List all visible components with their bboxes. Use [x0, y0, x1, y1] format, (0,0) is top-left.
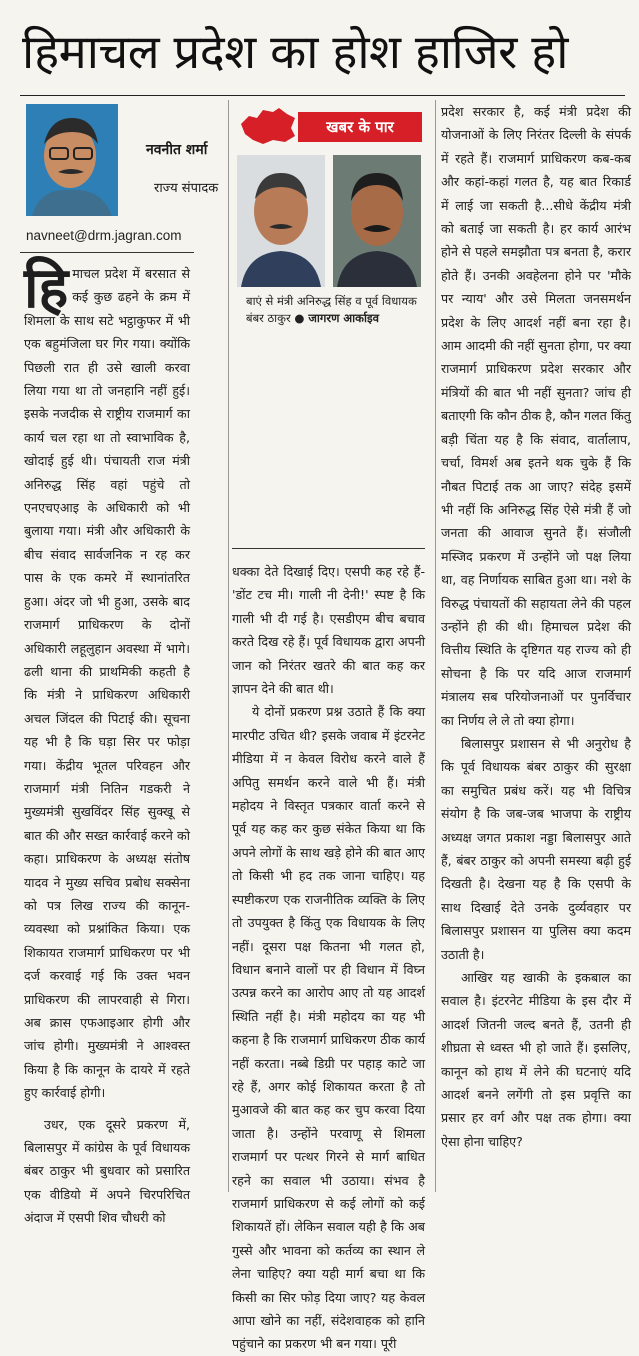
headline-rule [20, 95, 625, 96]
column-divider-2 [435, 100, 436, 1192]
former-mla-photo [333, 155, 421, 287]
article-column-3 [441, 100, 631, 1192]
paragraph: बिलासपुर प्रशासन से भी अनुरोध है कि पूर्व विधायक बंबर ठाकुर की सुरक्षा का समुचित प्रबंध करें। यह भी विचित्र संयोग है कि जब-जब भाजपा के राष्ट्रीय अध्यक्ष जगत प्रकाश नड्डा बिलासपुर आते हैं, बंबर ठाकुर को अपनी समस्या बढ़ी हुई दिखती है। देखना यह है कि एसपी के साथ दिखाई देते उनके दुर्व्यवहार पर बिलासपुर प्रशासन या पुलिस क्या कदम उठाती है। [441, 735, 631, 962]
author-title: राज्य संपादक [154, 181, 219, 196]
paragraph: प्रदेश सरकार है, कई मंत्री प्रदेश की योजनाओं के लिए निरंतर दिल्ली के संपर्क में रहते हैं। राजमार्ग प्राधिकरण कब-कब और कहां-कहां गलत है, यह बात रिकार्ड में लाई जा सकती है...सीधे केंद्रीय मंत्री को बताई जा सकती है। हर कार्य आरंभ होने से पहले समझौता पत्र बनता है, करार होते हैं। उनकी अवहेलना होने पर 'मौके पर न्याय' और उसे मिलता जनसमर्थन प्रदेश के लिए आदर्श नहीं बना रहा है। आम आदमी की नहीं सुनता होगा, पर क्या राजमार्ग प्राधिकरण प्रदेश सरकार और मंत्रियों की बात भी नहीं सुनता? जांच ही बताएगी कि कौन ठीक है, कौन गलत किंतु बड़ी चिंता यह है कि संवाद, वार्तालाप, चर्चा, विमर्श अब इतने थक चुके हैं कि नौबत पिटाई तक आ जाए? संदेह इसमें भी नहीं कि अनिरुद्ध सिंह ऐसे मंत्री हैं जो जनता की आवाज सुनते हैं। संजौली मस्जिद प्रकरण में उन्होंने जो पक्ष लिया था, वह निर्णायक साबित हुआ था। नशे के विरुद्ध पंचायतों की सहायता लेने की पहल उन्होंने ही की थी। हिमाचल प्रदेश की वित्तीय स्थिति के दृष्टिगत यह राज्य को ही सोचना है कि पर यदि आज राजमार्ग मंत्रालय सब परियोजनाओं पर पुनर्विचार का निर्णय ले ले तो क्या होगा। [441, 104, 631, 728]
article-column-1 [24, 255, 190, 1226]
feature-divider [232, 548, 425, 549]
author-email[interactable]: navneet@drm.jagran.com [26, 228, 182, 243]
paragraph: धक्का देते दिखाई दिए। एसपी कह रहे हैं-'डोंट टच मी। गाली नी देनी!' स्पष्ट है कि गाली भी दी गई है। एसडीएम बीच बचाव करते दिख रहे हैं। पूर्व विधायक द्वारा अपनी जान को निरंतर खतरे की बात कह कर ज्ञापन देने की बात थी। [232, 564, 425, 697]
caption-credit: ● जागरण आर्काइव [294, 311, 379, 325]
column-divider-1 [228, 100, 229, 1192]
caption-text: बाएं से मंत्री अनिरुद्ध सिंह व पूर्व विधायक बंबर ठाकुर [246, 294, 417, 325]
headline: हिमाचल प्रदेश का होश हाजिर हो [22, 25, 568, 80]
paragraph-text: माचल प्रदेश में बरसात से कई कुछ ढहने के क्रम में शिमला के साथ सटे भट्ठाकुफर में भी एक बहुमंजिला घर गिर गया। क्योंकि पिछली रात ही उसे खाली करवा लिया गया था तो जनहानि नहीं हुई। इसके नजदीक से राष्ट्रीय राजमार्ग का कार्य चल रहा था तो स्वाभाविक है, खोदाई हुई थी। पंचायती राज मंत्री अनिरुद्ध सिंह वहां पहुंचे तो एनएचएआइ के अधिकारी को भी बुलाया गया। मंत्री और अधिकारी के बीच संवाद सार्वजनिक न रह कर पास के एक कमरे में स्थानांतरित हुआ। अंदर जो भी हुआ, उसके बाद राजमार्ग प्राधिकरण के दोनों अधिकारी लहूलुहान अवस्था में भागे। ढली थाना की प्राथमिकी कहती है कि मंत्री ने प्राधिकरण अधिकारी अचल जिंदल की पिटाई की। सूचना यह भी है कि घड़ा सिर पर फोड़ा गया। केंद्रीय भूतल परिवहन और राजमार्ग मंत्री नितिन गडकरी ने मुख्यमंत्री सुखविंदर सिंह सुक्खू से बात की और सख्त कार्रवाई करने को कहा। प्राधिकरण के अध्यक्ष संतोष यादव ने मुख्य सचिव प्रबोध सक्सेना को पत्र लिख राज्य की कानून-व्यवस्था को प्रश्नांकित किया। एक शिकायत राजमार्ग प्राधिकरण पर भी दर्ज करवाई गई कि उक्त भवन प्राधिकरण की लापरवाही से गिरा। अब क्रास एफआइआर होगी और जांच होगी। मुख्यमंत्री ने आश्वस्त किया है कि कानून के दायरे में रहते हुए कार्रवाई होगी। [24, 266, 190, 1101]
author-portrait [26, 104, 118, 216]
author-divider [20, 252, 194, 253]
article-column-2 [232, 560, 425, 1352]
minister-photo [237, 155, 325, 287]
column-banner: खबर के पार [298, 112, 422, 142]
paragraph: आखिर यह खाकी के इकबाल का सवाल है। इंटरनेट मीडिया के इस दौर में आदर्श जितनी जल्द बनते हैं, उतनी ही शीघ्रता से ध्वस्त भी हो जाते हैं। इसलिए, कानून को हाथ में लेने की घटनाएं यदि आदर्श बनने लगेंगी तो इस प्रवृत्ति का प्रसार हर वर्ग और पक्ष तक होगा। क्या ऐसा होना चाहिए? [441, 970, 631, 1149]
paragraph: ये दोनों प्रकरण प्रश्न उठाते हैं कि क्या मारपीट उचित थी? इसके जवाब में इंटरनेट मीडिया में न केवल विरोध करने वाले हैं अपितु समर्थन करने वाले भी हैं। मंत्री महोदय ने विस्तृत पत्रकार वार्ता करने से पूर्व यह कह कर कुछ संकेत किया था कि अपने लोगों के साथ खड़े होने की बात आए तो किसी भी हद तक जाना चाहिए। यह स्पष्टीकरण एक राजनीतिक व्यक्ति के लिए तो उपयुक्त है किंतु एक विधायक के लिए नहीं। दूसरा पक्ष कितना भी गलत हो, विधान बनाने वालों पर ही विधान में विघ्न उत्पन्न करने का आरोप आए तो यह आदर्श स्थिति नहीं है। मंत्री महोदय का यह भी कहना है कि राजमार्ग प्राधिकरण ठीक कार्य नहीं करता। नब्बे डिग्री पर पहाड़ काटे जा रहे हैं, अगर कोई शिकायत करता है तो मुआवजे की बात कह कर चुप करवा दिया जाता है। उन्होंने परवाणू से शिमला राजमार्ग पर पत्थर गिरने से मार्ग बाधित रहने का सवाल भी उठाया। संभव है राजमार्ग प्राधिकरण से कई लोगों को कई शिकायतें हों। लेकिन सवाल यही है कि अब गुस्से और भावना को कर्तव्य का स्थान ले लेना चाहिए? क्या यही मार्ग बचा था कि किसी का सिर फोड़ दिया जाए? यह केवल आपा खोने का नहीं, संदेशवाहक को हानि पहुंचाने का प्रकरण भी बन गया। पूरी [232, 704, 425, 1352]
drop-cap: हि [24, 255, 69, 321]
author-name: नवनीत शर्मा [146, 142, 208, 158]
himachal-map-icon [237, 104, 299, 148]
paragraph [24, 255, 190, 1105]
minister-portrait [237, 155, 325, 287]
photo-caption [246, 293, 432, 327]
paragraph: उधर, एक दूसरे प्रकरण में, बिलासपुर में कांग्रेस के पूर्व विधायक बंबर ठाकुर भी बुधवार को प्रसारित एक वीडियो में अपने चिरपरिचित अंदाज में एसपी शिव चौधरी को [24, 1116, 190, 1226]
former-mla-portrait [333, 155, 421, 287]
author-photo [26, 104, 118, 216]
